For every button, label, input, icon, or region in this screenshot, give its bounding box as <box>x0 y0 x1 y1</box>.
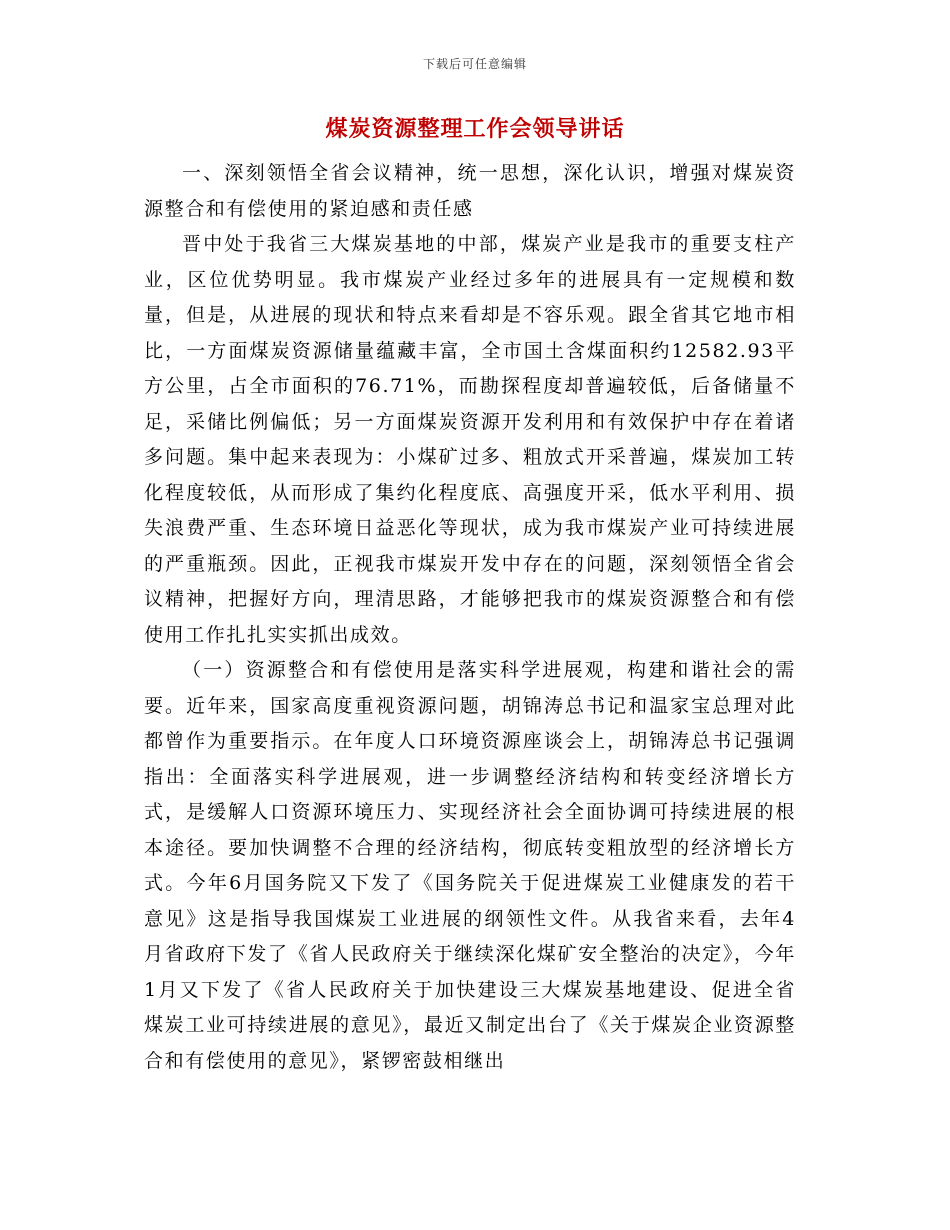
subsection-paragraph: （一）资源整合和有偿使用是落实科学进展观，构建和谐社会的需要。近年来，国家高度重视资源问题，胡锦涛总书记和温家宝总理对此都曾作为重要指示。在年度人口环境资源座谈会上，胡锦涛总书记强调指出：全面落实科学进展观，进一步调整经济结构和转变经济增长方式，是缓解人口资源环境压力、实现经济社会全面协调可持续进展的根本途径。要加快调整不合理的经济结构，彻底转变粗放型的经济增长方式。今年6月国务院又下发了《国务院关于促进煤炭工业健康发的若干意见》这是指导我国煤炭工业进展的纲领性文件。从我省来看，去年4月省政府下发了《省人民政府关于继续深化煤矿安全整治的决定》，今年1月又下发了《省人民政府关于加快建设三大煤炭基地建设、促进全省煤炭工业可持续进展的意见》，最近又制定出台了《关于煤炭企业资源整合和有偿使用的意见》，紧锣密鼓相继出 <box>144 659 796 1072</box>
body-paragraph: 晋中处于我省三大煤炭基地的中部，煤炭产业是我市的重要支柱产业，区位优势明显。我市煤炭产业经过多年的进展具有一定规模和数量，但是，从进展的现状和特点来看却是不容乐观。跟全省其它地市相比，一方面煤炭资源储量蕴藏丰富，全市国土含煤面积约12582.93平方公里，占全市面积的76.71%，而勘探程度却普遍较低，后备储量不足，采储比例偏低；另一方面煤炭资源开发利用和有效保护中存在着诸多问题。集中起来表现为：小煤矿过多、粗放式开采普遍，煤炭加工转化程度较低，从而形成了集约化程度底、高强度开采，低水平利用、损失浪费严重、生态环境日益恶化等现状，成为我市煤炭产业可持续进展的严重瓶颈。因此，正视我市煤炭开发中存在的问题，深刻领悟全省会议精神，把握好方向，理清思路，才能够把我市的煤炭资源整合和有偿使用工作扎扎实实抓出成效。 <box>144 233 796 646</box>
section-heading: 一、深刻领悟全省会议精神，统一思想，深化认识，增强对煤炭资源整合和有偿使用的紧迫感和责任感 <box>144 162 796 220</box>
page-header-note: 下载后可任意编辑 <box>422 57 527 71</box>
document-title: 煤炭资源整理工作会领导讲话 <box>325 116 625 142</box>
document-body <box>144 156 796 1079</box>
